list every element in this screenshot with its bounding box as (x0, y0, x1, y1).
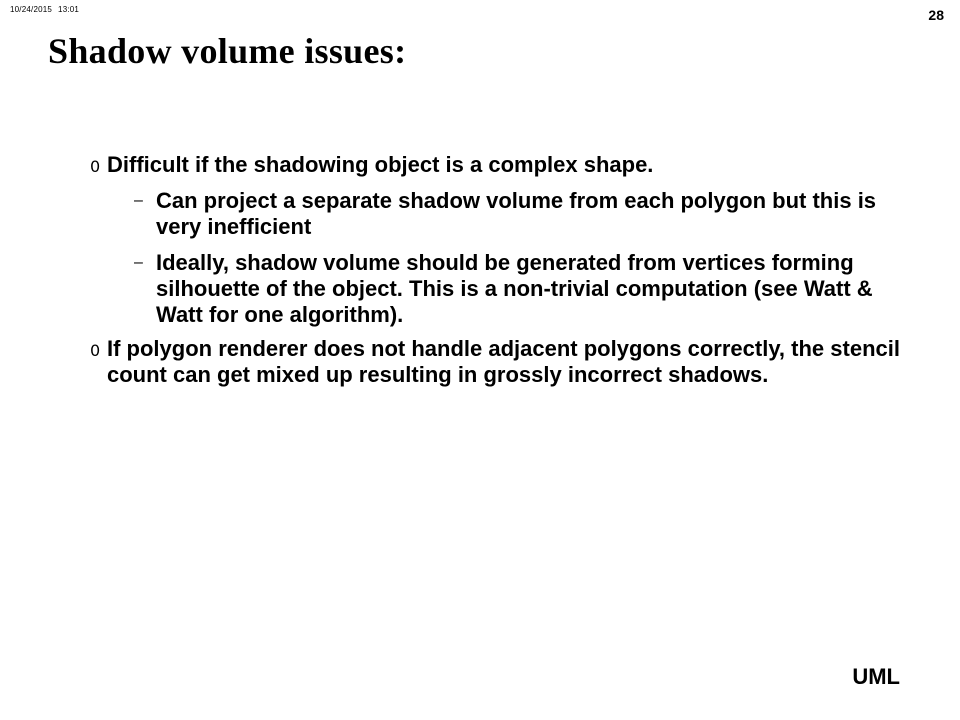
bullet-text: If polygon renderer does not handle adjacent polygons correctly, the stencil count can get mixed up resulting in grossly incorrect shadows. (107, 336, 900, 387)
dash-icon: – (134, 254, 143, 271)
sub-bullet-text: Ideally, shadow volume should be generated from vertices forming silhouette of the object. This is a non-trivial computation (see Watt & Watt for one algorithm). (156, 250, 873, 327)
sub-bullet-item (107, 250, 920, 328)
slide-title: Shadow volume issues: (48, 31, 407, 71)
page-number: 28 (928, 7, 944, 23)
sub-bullet-list (107, 188, 920, 328)
timestamp (10, 5, 79, 14)
timestamp-date: 10/24/2015 (10, 5, 53, 14)
bullet-text: Difficult if the shadowing object is a complex shape. (107, 152, 654, 177)
bullet-item (90, 336, 920, 388)
bullet-item (90, 152, 920, 328)
sub-bullet-text: Can project a separate shadow volume from each polygon but this is very inefficient (156, 188, 877, 239)
footer-label: UML (852, 664, 900, 689)
bullet-icon: 0 (90, 341, 101, 360)
sub-bullet-item (107, 188, 920, 240)
timestamp-time: 13:01 (58, 5, 80, 14)
bullet-icon: 0 (90, 157, 101, 176)
dash-icon: – (134, 192, 143, 209)
bullet-list (90, 152, 920, 396)
